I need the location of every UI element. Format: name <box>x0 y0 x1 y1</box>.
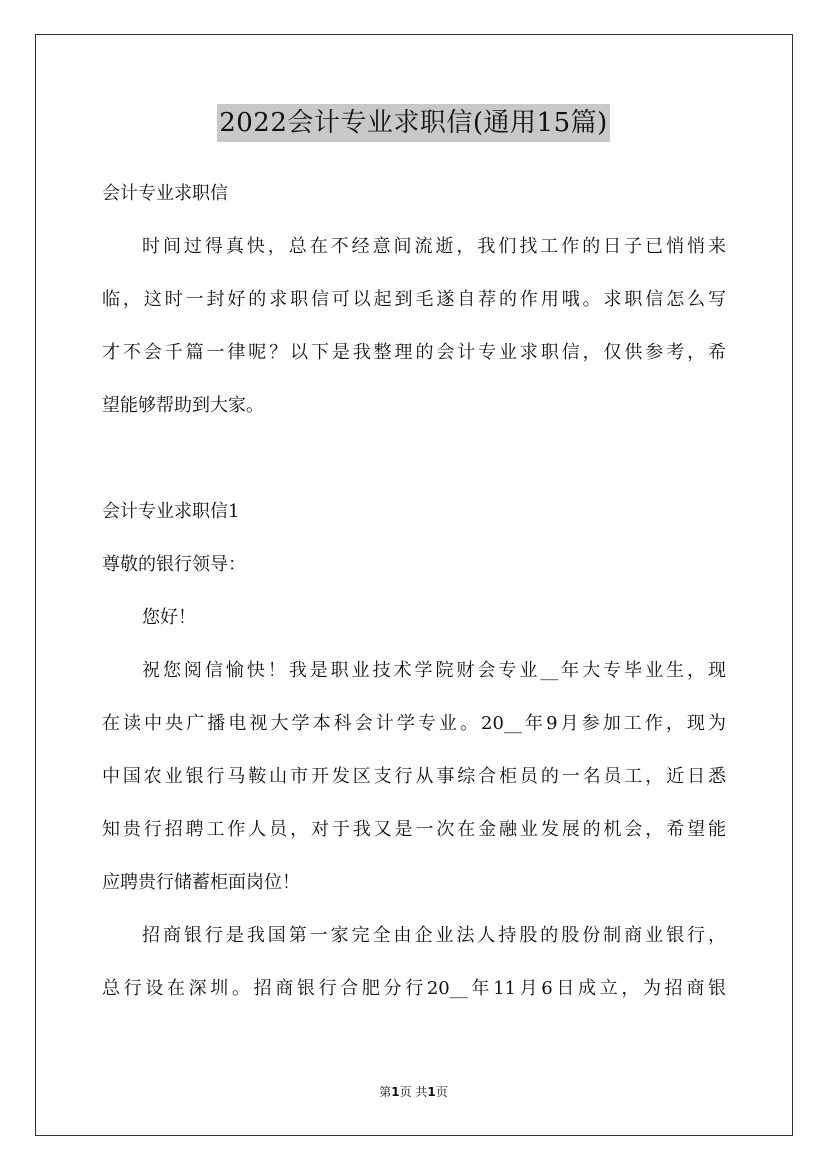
paragraph-gap <box>102 432 726 485</box>
text-line: 望能够帮助到大家。 <box>102 395 264 416</box>
footer-suffix: 页 <box>435 1085 448 1099</box>
document-body <box>102 167 726 1015</box>
footer-middle: 页 共 <box>399 1085 428 1099</box>
footer-total-pages: 1 <box>427 1085 436 1099</box>
footer-page-number: 1 <box>391 1085 400 1099</box>
text-line: 会计专业求职信 <box>102 183 228 204</box>
text-line: 您好！ <box>142 607 196 628</box>
text-line: 总行设在深圳。招商银行合肥分行20__年11月6日成立，为招商银 <box>102 978 726 999</box>
text-line: 知贵行招聘工作人员，对于我又是一次在金融业发展的机会，希望能 <box>102 819 726 840</box>
page-footer <box>0 1083 827 1100</box>
text-line: 会计专业求职信1 <box>102 501 240 522</box>
text-line: 祝您阅信愉快！我是职业技术学院财会专业__年大专毕业生，现 <box>142 660 726 681</box>
document-title: 2022会计专业求职信(通用15篇) <box>217 104 610 142</box>
text-line: 尊敬的银行领导： <box>102 554 246 575</box>
text-line: 在读中央广播电视大学本科会计学专业。20__年9月参加工作，现为 <box>102 713 726 734</box>
text-line: 中国农业银行马鞍山市开发区支行从事综合柜员的一名员工，近日悉 <box>102 766 726 787</box>
title-container <box>0 104 827 142</box>
text-line: 时间过得真快，总在不经意间流逝，我们找工作的日子已悄悄来 <box>142 236 726 257</box>
footer-prefix: 第 <box>379 1085 392 1099</box>
text-line: 才不会千篇一律呢？以下是我整理的会计专业求职信，仅供参考，希 <box>102 342 726 363</box>
text-line: 应聘贵行储蓄柜面岗位！ <box>102 872 300 893</box>
text-line: 招商银行是我国第一家完全由企业法人持股的股份制商业银行， <box>142 925 726 946</box>
text-line: 临，这时一封好的求职信可以起到毛遂自荐的作用哦。求职信怎么写 <box>102 289 726 310</box>
